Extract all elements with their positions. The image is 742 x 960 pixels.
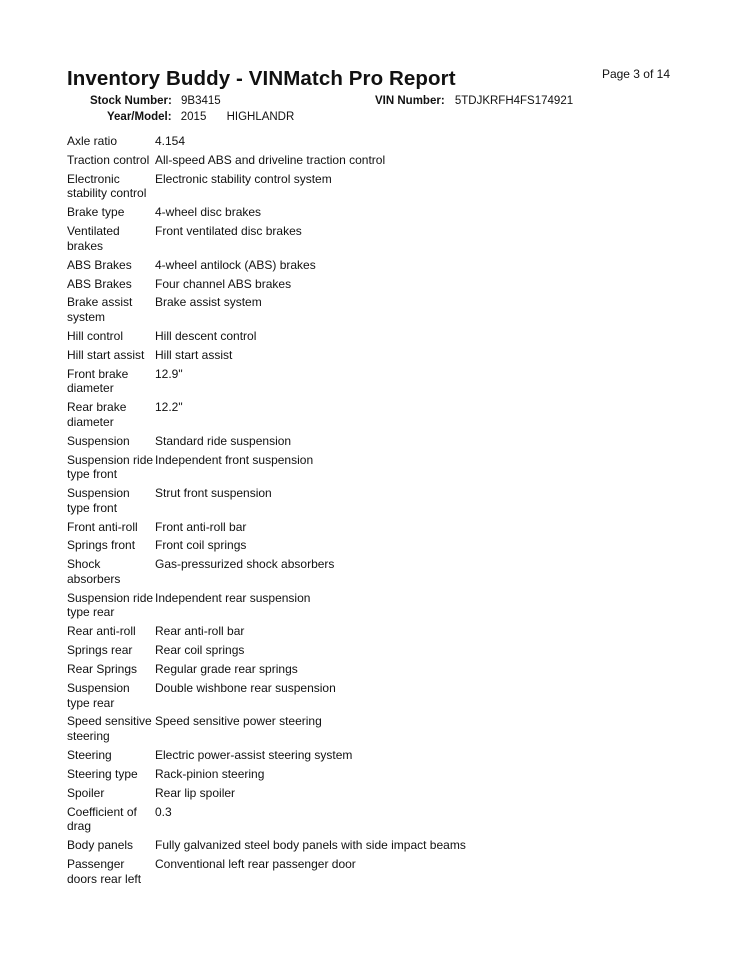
spec-label: Rear brake diameter bbox=[67, 400, 127, 429]
spec-row bbox=[67, 714, 627, 743]
stock-number-field bbox=[90, 95, 221, 107]
spec-value: Strut front suspension bbox=[155, 486, 272, 501]
spec-value: 4.154 bbox=[155, 134, 186, 148]
spec-value: Conventional left rear passenger door bbox=[155, 856, 356, 871]
spec-row bbox=[67, 538, 627, 553]
page-number: Page 3 of 14 bbox=[601, 67, 670, 81]
spec-value: Electric power-assist steering system bbox=[155, 747, 353, 762]
spec-row bbox=[67, 153, 627, 168]
spec-value: Gas-pressurized shock absorbers bbox=[155, 557, 335, 572]
spec-value: 12.9" bbox=[155, 366, 183, 381]
spec-row bbox=[67, 400, 627, 429]
spec-label: Speed sensitive steering bbox=[67, 714, 152, 744]
spec-label: Rear Springs bbox=[67, 662, 138, 677]
spec-row bbox=[67, 348, 627, 363]
spec-label: Shock absorbers bbox=[67, 557, 121, 586]
spec-label: Suspension type front bbox=[67, 486, 130, 515]
spec-label: Passenger doors rear left bbox=[67, 856, 142, 886]
spec-label: Steering type bbox=[67, 766, 138, 781]
spec-label: Body panels bbox=[67, 838, 134, 853]
spec-row bbox=[67, 591, 627, 620]
spec-value: Regular grade rear springs bbox=[155, 662, 298, 677]
spec-row bbox=[67, 624, 627, 639]
spec-label: Coefficient of drag bbox=[67, 804, 137, 834]
spec-row bbox=[67, 258, 627, 273]
spec-value: All-speed ABS and driveline traction control bbox=[155, 152, 386, 167]
spec-value: Hill start assist bbox=[155, 347, 233, 362]
year-model-field bbox=[107, 111, 294, 123]
model-value: HIGHLANDR bbox=[226, 111, 295, 123]
spec-row bbox=[67, 662, 627, 677]
spec-row bbox=[67, 205, 627, 220]
spec-label: Rear anti-roll bbox=[67, 624, 136, 639]
vin-number-label: VIN Number: bbox=[375, 95, 445, 107]
spec-row bbox=[67, 805, 627, 834]
spec-label: Electronic stability control bbox=[67, 171, 147, 201]
spec-row bbox=[67, 367, 627, 396]
spec-row bbox=[67, 453, 627, 482]
spec-value: Front anti-roll bar bbox=[155, 519, 247, 534]
spec-row bbox=[67, 486, 627, 515]
spec-row bbox=[67, 277, 627, 292]
spec-row bbox=[67, 134, 627, 149]
spec-row bbox=[67, 786, 627, 801]
spec-label: Suspension type rear bbox=[67, 680, 130, 710]
spec-value: Rear coil springs bbox=[155, 643, 245, 658]
spec-row bbox=[67, 557, 627, 586]
spec-row bbox=[67, 857, 627, 886]
spec-value: 4-wheel disc brakes bbox=[155, 205, 262, 220]
spec-label: Traction control bbox=[67, 152, 150, 167]
spec-label: Springs rear bbox=[67, 643, 133, 658]
spec-value: Electronic stability control system bbox=[155, 171, 332, 186]
year-model-label: Year/Model: bbox=[107, 111, 172, 123]
report-title: Inventory Buddy - VINMatch Pro Report bbox=[67, 67, 456, 90]
spec-table bbox=[67, 134, 627, 890]
vin-number-value: 5TDJKRFH4FS174921 bbox=[454, 95, 574, 107]
spec-value: Double wishbone rear suspension bbox=[155, 680, 336, 695]
spec-value: Independent rear suspension bbox=[155, 590, 311, 605]
spec-row bbox=[67, 767, 627, 782]
vin-number-field bbox=[375, 95, 573, 107]
spec-value: Independent front suspension bbox=[155, 452, 314, 467]
spec-label: Suspension ride type rear bbox=[67, 590, 154, 620]
spec-value: Brake assist system bbox=[155, 295, 262, 310]
spec-label: Hill control bbox=[67, 328, 124, 343]
stock-number-value: 9B3415 bbox=[181, 95, 221, 107]
year-value: 2015 bbox=[180, 111, 207, 123]
spec-value: Front coil springs bbox=[155, 538, 247, 553]
spec-label: Hill start assist bbox=[67, 347, 145, 362]
spec-value: 12.2" bbox=[155, 400, 183, 415]
spec-value: Standard ride suspension bbox=[155, 433, 292, 448]
spec-value: Rear anti-roll bar bbox=[155, 624, 245, 639]
spec-label: Suspension ride type front bbox=[67, 452, 154, 482]
spec-value: Four channel ABS brakes bbox=[155, 276, 292, 291]
spec-label: Brake type bbox=[67, 205, 125, 220]
spec-value: Hill descent control bbox=[155, 328, 257, 343]
spec-label: Suspension bbox=[67, 433, 130, 448]
spec-label: Brake assist system bbox=[67, 295, 133, 325]
spec-row bbox=[67, 838, 627, 853]
spec-row bbox=[67, 329, 627, 344]
spec-label: Axle ratio bbox=[67, 134, 118, 148]
spec-label: Front anti-roll bbox=[67, 519, 138, 534]
spec-row bbox=[67, 172, 627, 201]
spec-label: Ventilated brakes bbox=[67, 224, 120, 253]
spec-value: Rack-pinion steering bbox=[155, 766, 265, 781]
spec-value: 0.3 bbox=[155, 804, 172, 819]
spec-label: Spoiler bbox=[67, 785, 105, 800]
spec-row bbox=[67, 520, 627, 535]
spec-label: ABS Brakes bbox=[67, 276, 132, 291]
spec-label: ABS Brakes bbox=[67, 257, 132, 272]
spec-row bbox=[67, 748, 627, 763]
spec-label: Steering bbox=[67, 747, 112, 762]
stock-number-label: Stock Number: bbox=[90, 95, 172, 107]
spec-row bbox=[67, 295, 627, 324]
spec-value: 4-wheel antilock (ABS) brakes bbox=[155, 257, 316, 272]
spec-value: Fully galvanized steel body panels with side impact beams bbox=[155, 838, 466, 853]
spec-label: Front brake diameter bbox=[67, 366, 129, 396]
spec-value: Speed sensitive power steering bbox=[155, 714, 322, 729]
spec-row bbox=[67, 224, 627, 253]
spec-row bbox=[67, 681, 627, 710]
spec-row bbox=[67, 643, 627, 658]
spec-row bbox=[67, 434, 627, 449]
spec-value: Front ventilated disc brakes bbox=[155, 224, 302, 239]
spec-value: Rear lip spoiler bbox=[155, 785, 236, 800]
spec-label: Springs front bbox=[67, 538, 136, 553]
